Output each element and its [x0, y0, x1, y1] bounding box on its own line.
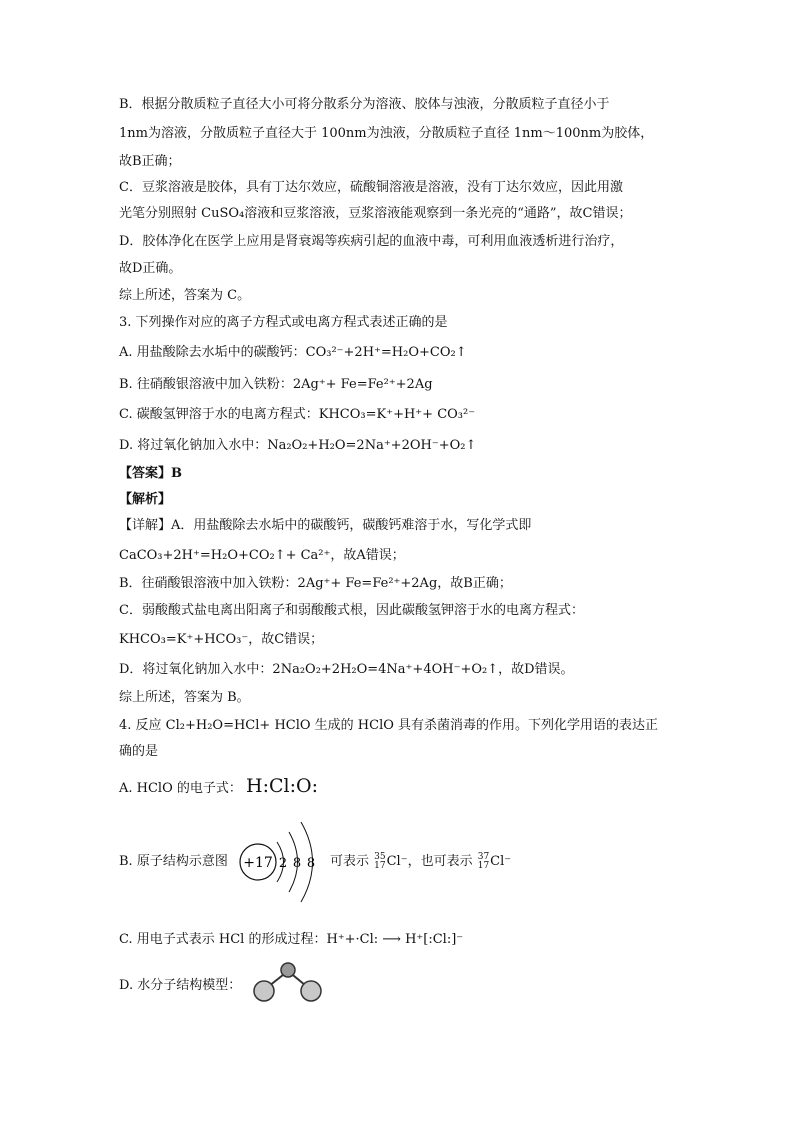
option-b-text-3: Cl⁻: [490, 854, 512, 869]
analysis-heading: 【解析】: [119, 492, 172, 507]
answer-heading: 【答案】B: [119, 466, 182, 481]
option-d: D. 将过氧化钠加入水中：Na₂O₂+H₂O=2Na⁺+2OH⁻+O₂↑: [119, 438, 477, 453]
q4-option-b-label: B. 原子结构示意图: [119, 854, 228, 869]
text-line: D．将过氧化钠加入水中：2Na₂O₂+2H₂O=4Na⁺+4OH⁻+O₂↑，故D错误。: [119, 662, 574, 677]
shell-electron-count: 8: [292, 856, 302, 871]
option-b-text-1: 可表示: [330, 854, 370, 869]
text-line: C．弱酸酸式盐电离出阳离子和弱酸酸式根，因此碳酸氢钾溶于水的电离方程式：: [119, 603, 584, 618]
text-line: 确的是: [119, 744, 159, 759]
question-title: 4. 反应 Cl₂+H₂O=HCl+ HClO 生成的 HClO 具有杀菌消毒的作用。下列化学用语的表达正: [119, 718, 659, 733]
oxygen-atom: [281, 963, 295, 977]
q4-option-a-label: A. HClO 的电子式：: [119, 781, 242, 796]
q4-option-d-label: D. 水分子结构模型：: [119, 978, 242, 993]
hydrogen-atom: [301, 981, 321, 1001]
text-line: 1nm为溶液，分散质粒子直径大于 100nm为浊液，分散质粒子直径 1nm～100nm为胶体，: [119, 126, 654, 141]
question-title: 3. 下列操作对应的离子方程式或电离方程式表述正确的是: [119, 315, 448, 330]
text-line: 故B正确；: [119, 154, 181, 169]
shell-electron-count: 8: [306, 856, 316, 871]
mass-number: 35: [374, 851, 386, 862]
hclo-electron-formula: H:Cl:O:: [246, 775, 318, 797]
text-line: C．豆浆溶液是胶体，具有丁达尔效应，硫酸铜溶液是溶液，没有丁达尔效应，因此用激: [119, 180, 623, 195]
text-line: B．根据分散质粒子直径大小可将分散系分为溶液、胶体与浊液，分散质粒子直径小于: [119, 97, 610, 112]
hydrogen-atom: [254, 981, 274, 1001]
text-line: 综上所述，答案为 C。: [119, 288, 251, 303]
text-line: 故D正确。: [119, 261, 182, 276]
q4-option-b-text: [330, 852, 511, 872]
atomic-number: 17: [374, 860, 386, 871]
option-c: C. 碳酸氢钾溶于水的电离方程式：KHCO₃=K⁺+H⁺+ CO₃²⁻: [119, 407, 476, 422]
atomic-structure-diagram: [238, 818, 328, 906]
text-line: B．往硝酸银溶液中加入铁粉：2Ag⁺+ Fe=Fe²⁺+2Ag，故B正确；: [119, 576, 512, 591]
isotope-notation-1: [374, 853, 385, 871]
option-a: A. 用盐酸除去水垢中的碳酸钙：CO₃²⁻+2H⁺=H₂O+CO₂↑: [119, 345, 467, 360]
text-line: 光笔分别照射 CuSO₄溶液和豆浆溶液，豆浆溶液能观察到一条光亮的“通路”，故C错误；: [119, 206, 632, 221]
isotope-notation-2: [478, 853, 489, 871]
atomic-number: 17: [477, 860, 490, 871]
text-line: 综上所述，答案为 B。: [119, 690, 250, 705]
q4-option-c: C. 用电子式表示 HCl 的形成过程：H⁺+·Cl: ⟶ H⁺[:Cl:]⁻: [119, 932, 464, 947]
nucleus-charge: +17: [243, 855, 273, 871]
water-molecule-model: [250, 960, 326, 1004]
option-b: B. 往硝酸银溶液中加入铁粉：2Ag⁺+ Fe=Fe²⁺+2Ag: [119, 377, 433, 392]
mass-number: 37: [477, 851, 490, 862]
shell-electron-count: 2: [278, 856, 288, 871]
text-line: CaCO₃+2H⁺=H₂O+CO₂↑+ Ca²⁺，故A错误；: [119, 548, 405, 563]
q4-option-a: [119, 776, 318, 799]
text-line: 【详解】A．用盐酸除去水垢中的碳酸钙，碳酸钙难溶于水，写化学式即: [119, 518, 532, 533]
option-b-text-2: Cl⁻，也可表示: [386, 854, 473, 869]
text-line: D．胶体净化在医学上应用是肾衰竭等疾病引起的血液中毒，可利用血液透析进行治疗，: [119, 234, 624, 249]
text-line: KHCO₃=K⁺+HCO₃⁻，故C错误；: [119, 632, 324, 647]
